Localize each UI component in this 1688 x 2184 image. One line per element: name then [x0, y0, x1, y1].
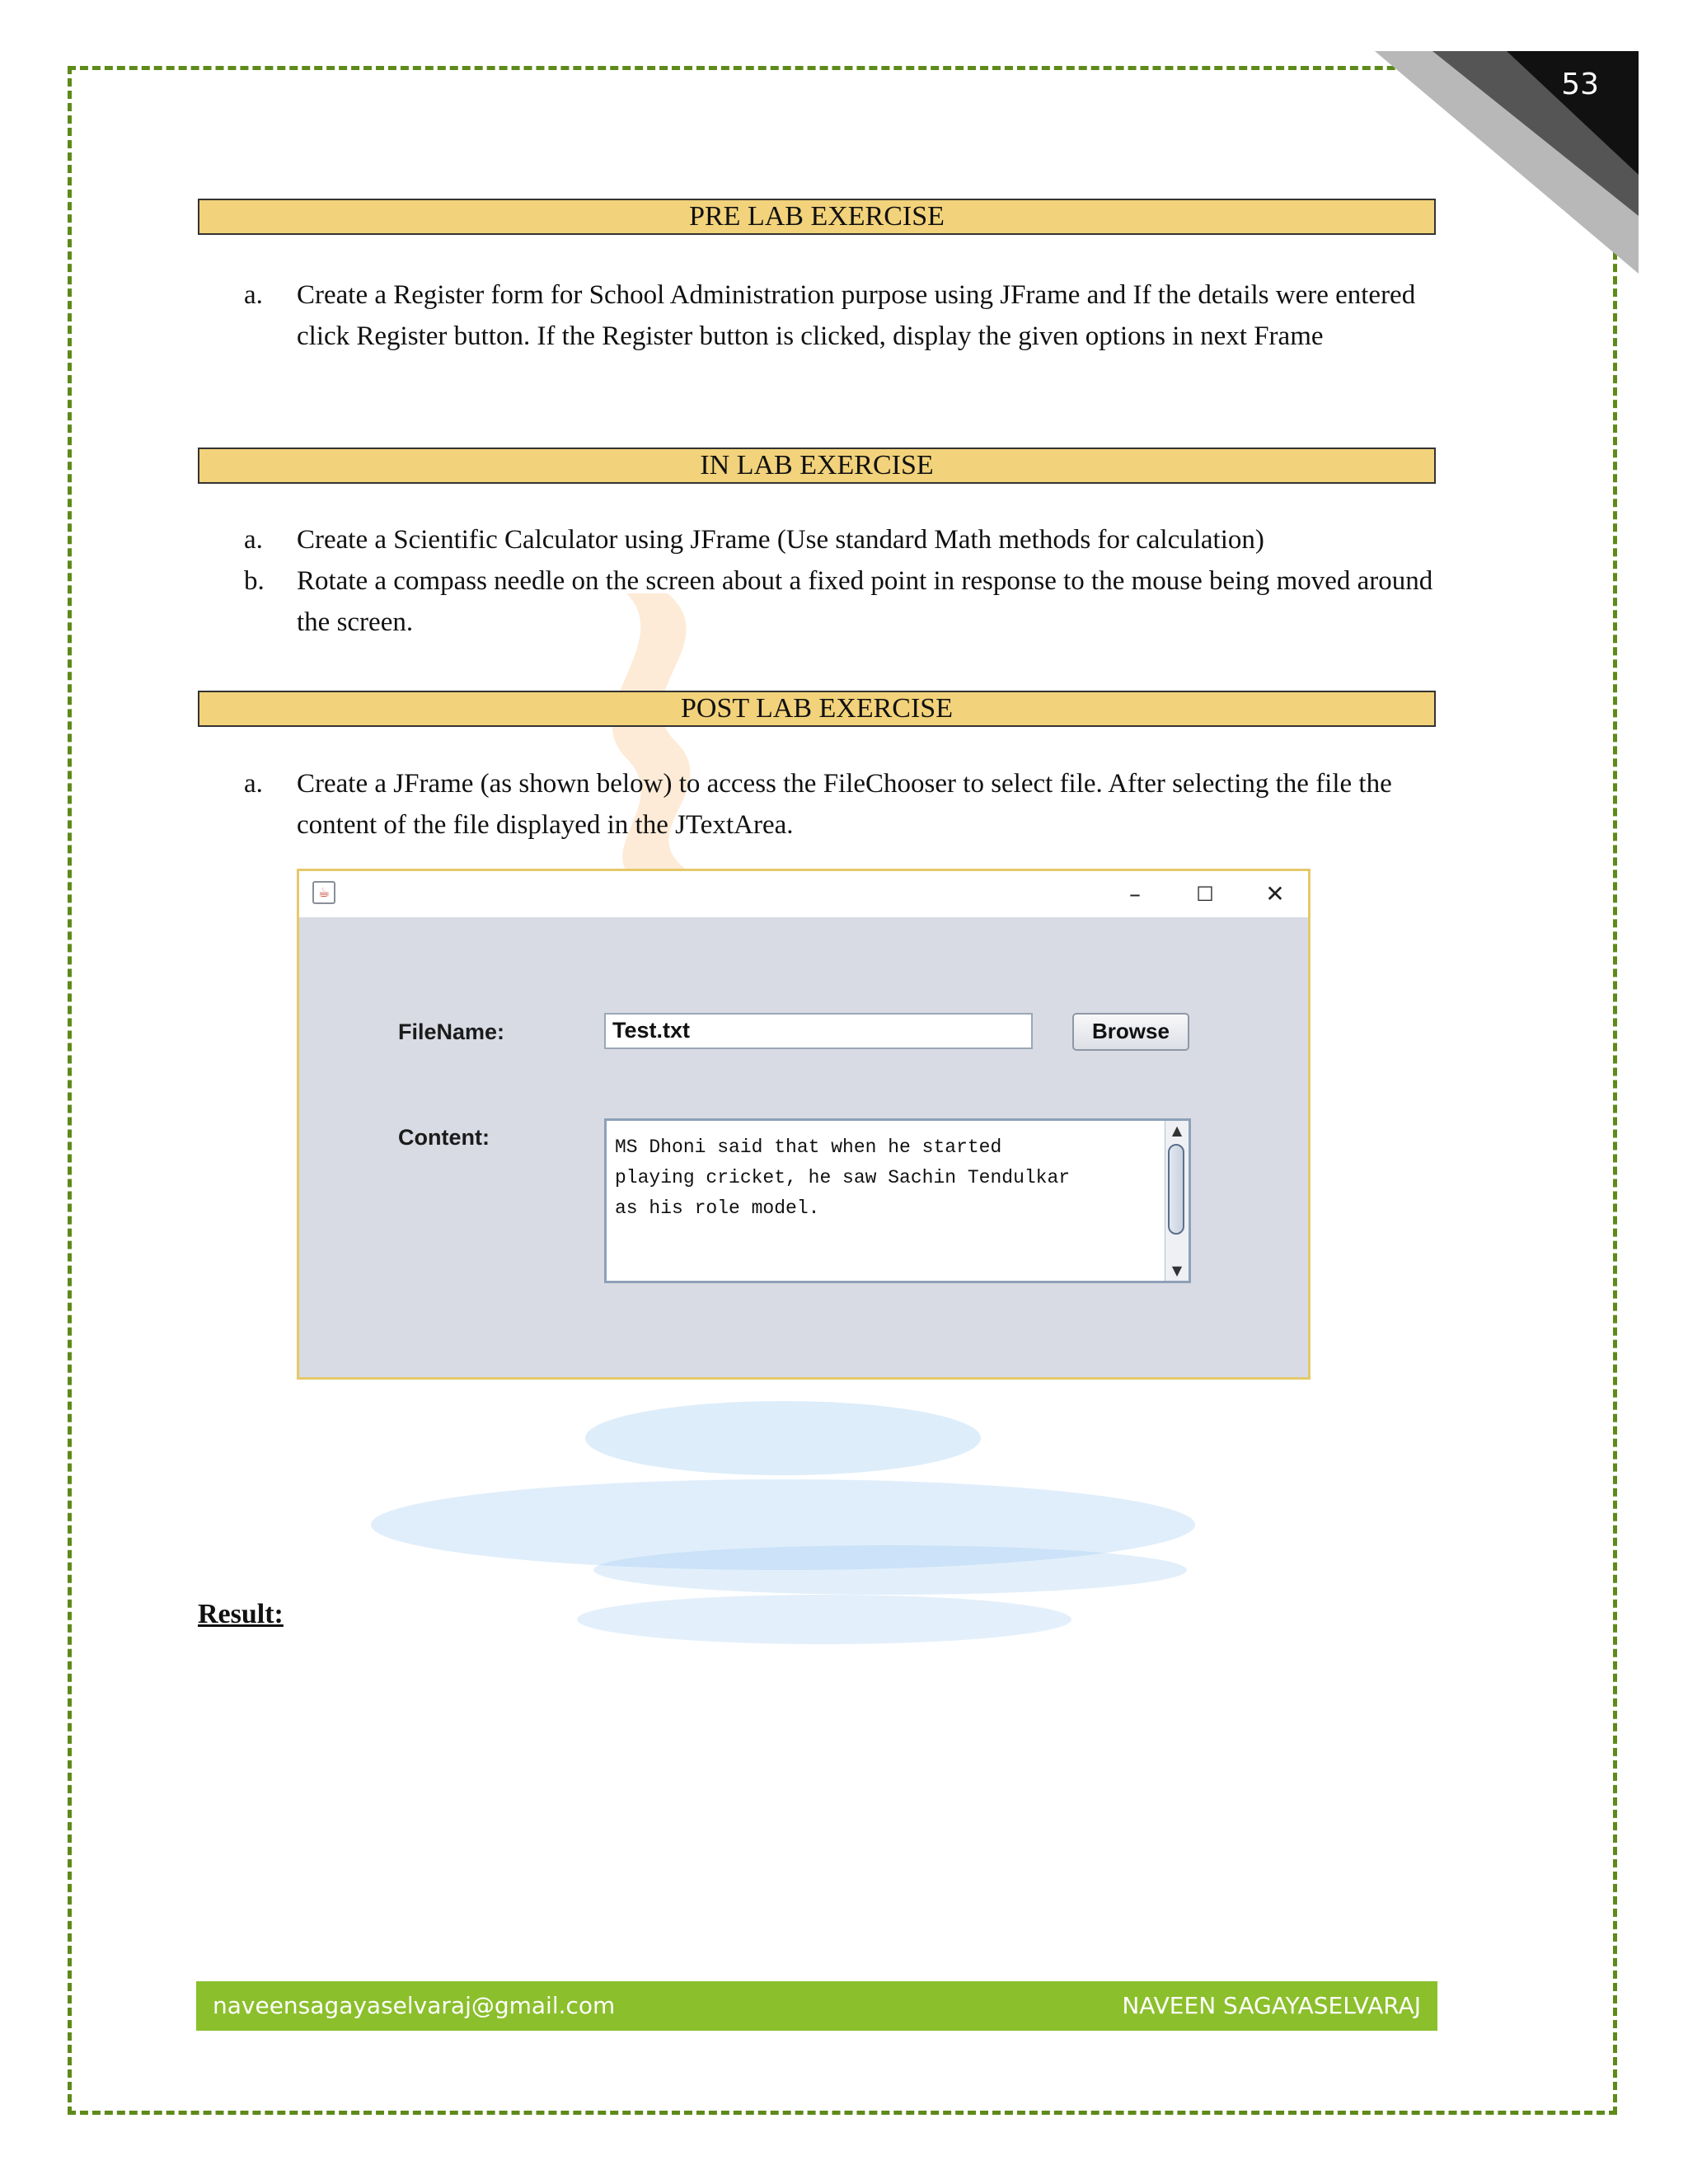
scroll-down-icon[interactable]: ▼: [1171, 1263, 1183, 1278]
page-footer: [196, 1981, 1437, 2031]
list-item-text: Rotate a compass needle on the screen about a fixed point in response to the mouse being moved around the screen.: [297, 566, 1433, 637]
result-heading: Result:: [198, 1599, 284, 1629]
pre-lab-heading: PRE LAB EXERCISE: [198, 199, 1436, 235]
scroll-thumb[interactable]: [1168, 1144, 1184, 1235]
list-item-text: Create a JFrame (as shown below) to access the FileChooser to select file. After selecting the file the content of the file displayed in the JTextArea.: [297, 769, 1392, 840]
java-cup-icon: ☕: [312, 881, 335, 904]
list-marker: a.: [244, 769, 263, 799]
list-marker: b.: [244, 566, 265, 596]
filename-field[interactable]: Test.txt: [604, 1013, 1033, 1049]
post-lab-heading: POST LAB EXERCISE: [198, 691, 1436, 727]
browse-button[interactable]: Browse: [1072, 1013, 1189, 1051]
scroll-up-icon[interactable]: ▲: [1171, 1122, 1183, 1138]
vertical-scrollbar[interactable]: [1165, 1121, 1189, 1281]
list-item: [244, 560, 1447, 643]
list-marker: a.: [244, 525, 263, 555]
list-item: [244, 519, 1447, 560]
footer-author: NAVEEN SAGAYASELVARAJ: [1122, 1992, 1421, 2019]
page-number: 53: [1561, 68, 1599, 101]
list-marker: a.: [244, 280, 263, 310]
minimize-button[interactable]: –: [1129, 880, 1141, 907]
footer-email: naveensagayaselvaraj@gmail.com: [213, 1992, 616, 2019]
maximize-button[interactable]: ☐: [1196, 883, 1214, 906]
close-button[interactable]: ✕: [1265, 880, 1285, 907]
list-item-text: Create a Scientific Calculator using JFrame (Use standard Math methods for calculation): [297, 525, 1264, 555]
list-item: [244, 763, 1447, 846]
content-label: Content:: [398, 1125, 490, 1150]
list-item: [244, 274, 1447, 398]
window-titlebar: [299, 871, 1308, 917]
in-lab-heading: IN LAB EXERCISE: [198, 448, 1436, 484]
content-text: MS Dhoni said that when he started playing cricket, he saw Sachin Tendulkar as his role model.: [615, 1137, 1071, 1219]
filename-label: FileName:: [398, 1019, 505, 1044]
content-textarea[interactable]: [604, 1118, 1191, 1283]
list-item-text: Create a Register form for School Administration purpose using JFrame and If the details were entered click Register button. If the Register button is clicked, display the given options in next Frame: [297, 280, 1416, 351]
jframe-window: [297, 869, 1311, 1380]
